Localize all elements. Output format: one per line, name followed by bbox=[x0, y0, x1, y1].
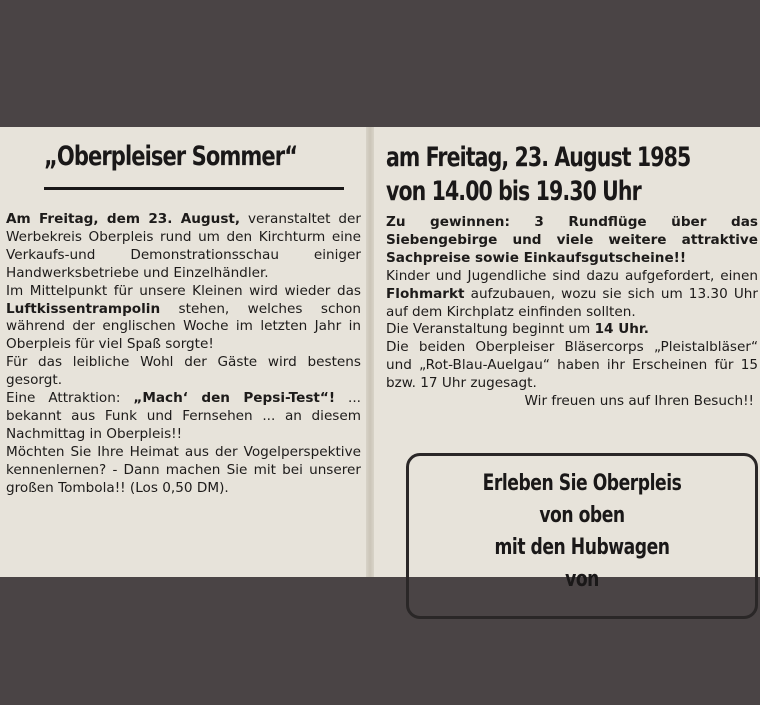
box-line-3: mit den Hubwagen bbox=[494, 535, 670, 560]
paragraph-fleamarket bbox=[386, 268, 758, 322]
box-line-1: Erleben Sie Oberpleis bbox=[482, 471, 682, 496]
headline-underline bbox=[44, 187, 344, 190]
hubwagen-box bbox=[406, 453, 758, 619]
trampoline-bold: Luftkissentrampolin bbox=[6, 300, 161, 317]
left-body bbox=[6, 211, 361, 498]
newspaper-clipping bbox=[0, 127, 760, 592]
fleamarket-text-a: Kinder und Jugendliche sind dazu aufgefordert, einen bbox=[386, 267, 758, 284]
paragraph-prizes: Zu gewinnen: 3 Rundflüge über das Siebengebirge und viele weitere attraktive Sachpreise sowie Einkaufsgutscheine!! bbox=[386, 214, 758, 266]
start-text: Die Veranstaltung beginnt um bbox=[386, 321, 595, 338]
headline: „Oberpleiser Sommer“ bbox=[44, 141, 298, 172]
paragraph-pepsi bbox=[6, 390, 361, 444]
box-line-2: von oben bbox=[539, 503, 625, 528]
event-date-bold: Am Freitag, dem 23. August, bbox=[6, 211, 241, 227]
fleamarket-bold: Flohmarkt bbox=[386, 285, 465, 302]
start-time-bold: 14 Uhr. bbox=[594, 321, 649, 338]
trampoline-text-b: stehen, welches schon während der englischen Woche im letzten Jahr in Oberpleis für viel Spaß sorgte! bbox=[6, 300, 361, 353]
paragraph-event bbox=[6, 211, 361, 283]
paragraph-brass: Die beiden Oberpleiser Bläsercorps „Pleistalbläser“ und „Rot-Blau-Auelgau“ haben ihr Erscheinen für 15 bzw. 17 Uhr zugesagt. bbox=[386, 339, 758, 392]
fleamarket-text-b: aufzubauen, wozu sie sich um 13.30 Uhr auf dem Kirchplatz einfinden sollten. bbox=[386, 285, 758, 320]
trampoline-text-a: Im Mittelpunkt für unsere Kleinen wird wieder das bbox=[6, 282, 361, 299]
time-line: von 14.00 bis 19.30 Uhr bbox=[386, 176, 641, 207]
event-text: veranstaltet der Werbekreis Oberpleis rund um den Kirchturm eine Verkaufs-und Demonstrationsschau einiger Handwerksbetriebe und Einzelhändler. bbox=[6, 211, 361, 281]
paragraph-start bbox=[386, 321, 758, 339]
date-line: am Freitag, 23. August 1985 bbox=[386, 142, 691, 173]
pepsi-text-a: Eine Attraktion: bbox=[6, 390, 134, 407]
right-body bbox=[386, 214, 758, 411]
page-fold bbox=[366, 127, 374, 577]
closing-line: Wir freuen uns auf Ihren Besuch!! bbox=[524, 393, 754, 410]
hubwagen-box-text bbox=[409, 468, 755, 596]
pepsi-text-b: ... bekannt aus Funk und Fernsehen ... an diesem Nachmittag in Oberpleis!! bbox=[6, 390, 361, 442]
box-line-4: von bbox=[565, 567, 599, 592]
paragraph-food: Für das leibliche Wohl der Gäste wird bestens gesorgt. bbox=[6, 354, 361, 389]
date-headline bbox=[386, 141, 690, 209]
paragraph-trampoline bbox=[6, 283, 361, 355]
paragraph-tombola: Möchten Sie Ihre Heimat aus der Vogelperspektive kennenlernen? - Dann machen Sie mit bei unserer großen Tombola!! (Los 0,50 DM). bbox=[6, 443, 361, 496]
pepsi-bold: „Mach‘ den Pepsi-Test“! bbox=[133, 390, 336, 407]
